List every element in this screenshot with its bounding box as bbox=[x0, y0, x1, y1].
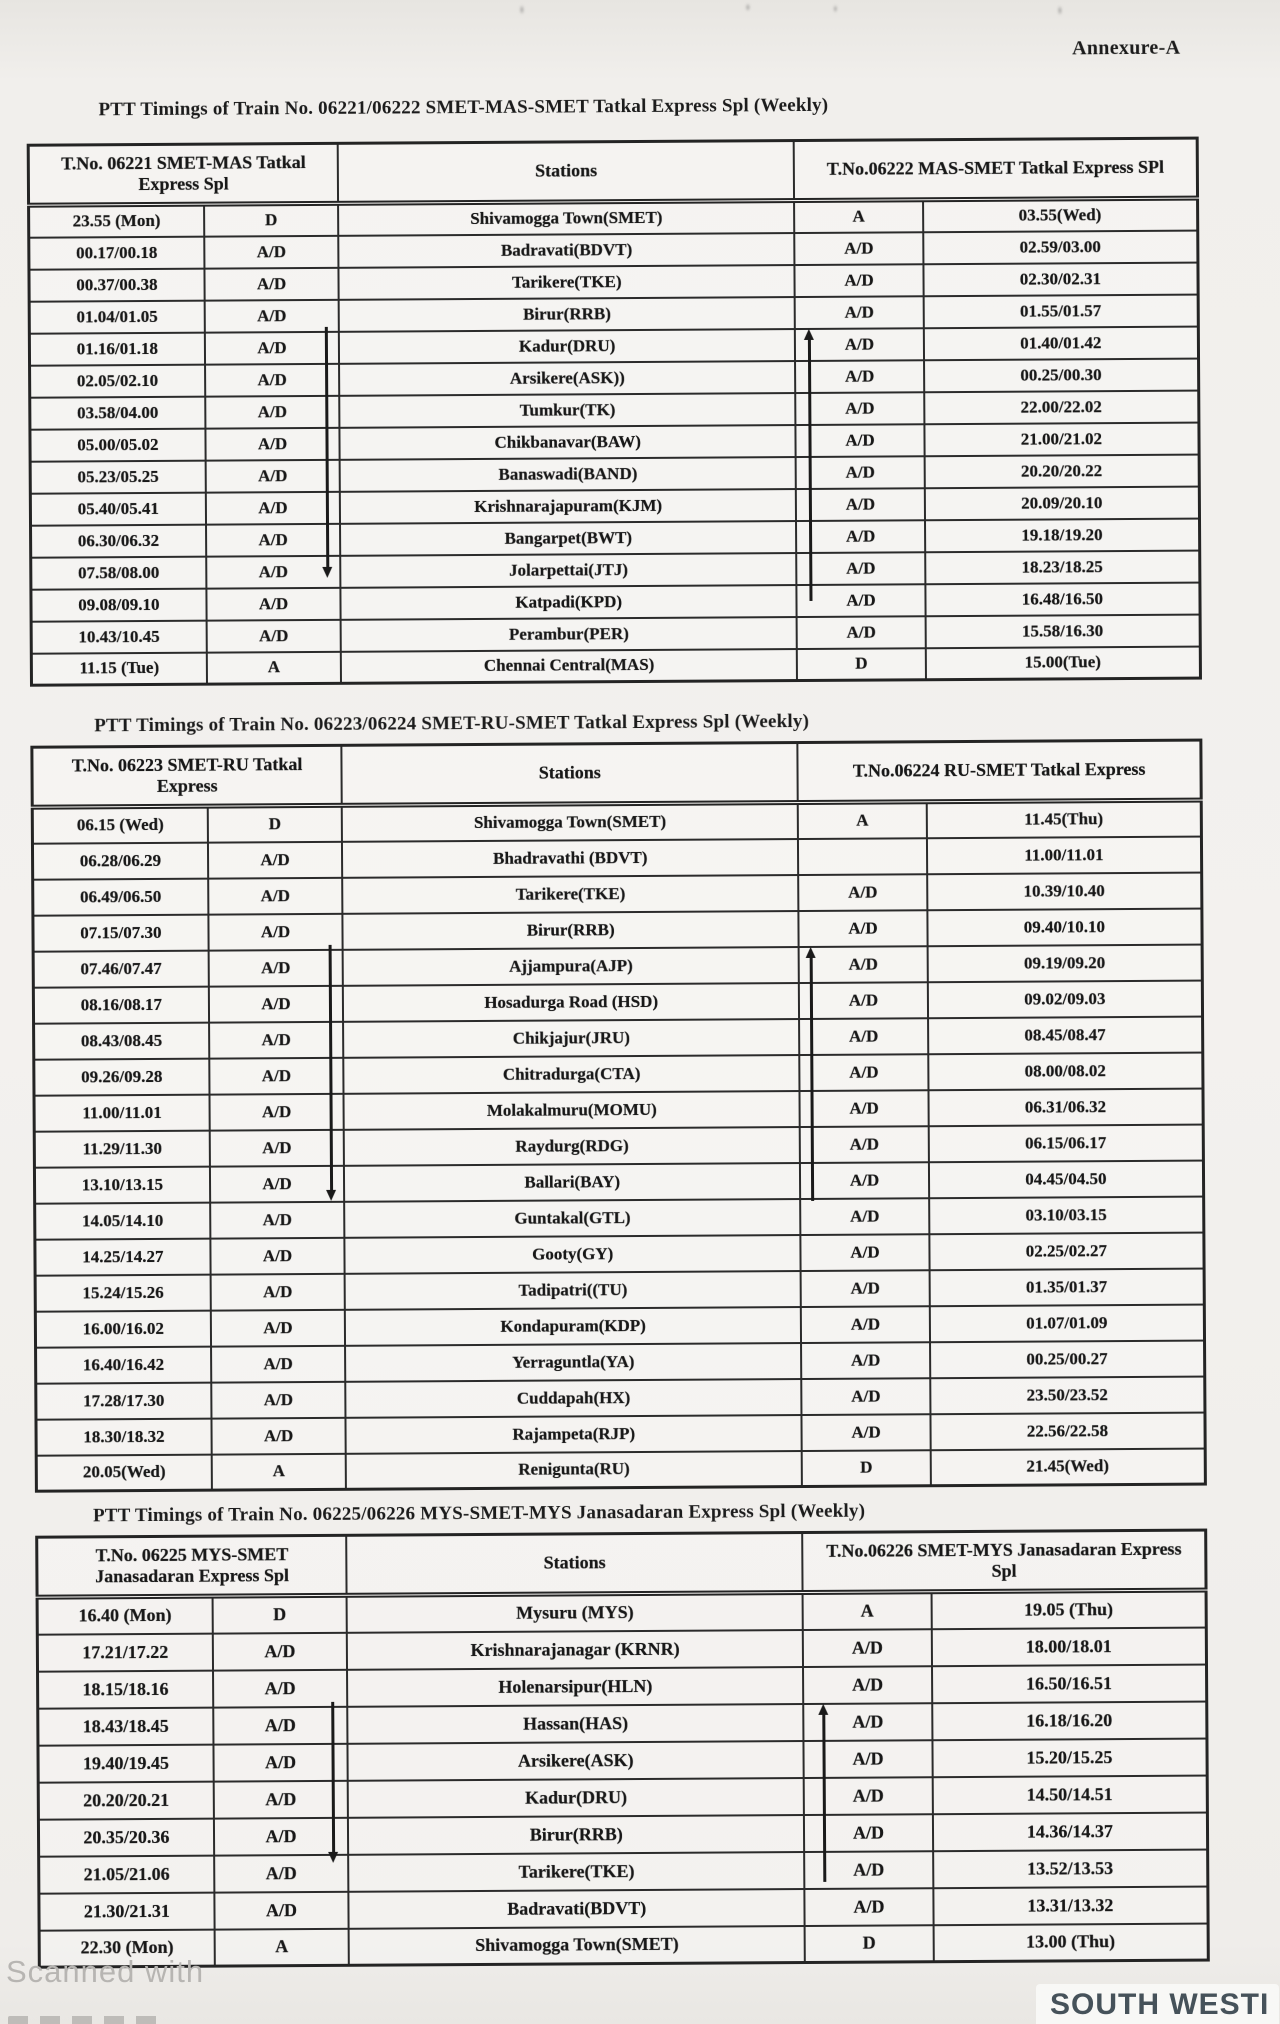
arrival-ad-cell: A bbox=[794, 200, 923, 233]
arrival-ad-cell: A/D bbox=[797, 584, 926, 617]
station-cell: Kondapuram(KDP) bbox=[345, 1307, 801, 1346]
station-cell: Kadur(DRU) bbox=[339, 329, 795, 364]
departure-ad-cell: A/D bbox=[210, 1129, 345, 1166]
departure-ad-cell: A/D bbox=[204, 235, 339, 268]
arrival-ad-cell: A bbox=[798, 802, 927, 839]
departure-ad-cell: A/D bbox=[208, 913, 343, 950]
departure-ad-cell: A/D bbox=[211, 1417, 346, 1454]
arrival-ad-cell: A/D bbox=[804, 1777, 933, 1815]
departure-time-cell: 11.00/11.01 bbox=[34, 1094, 210, 1131]
station-cell: Ajjampura(AJP) bbox=[343, 947, 799, 986]
scan-smudge bbox=[744, 1, 752, 13]
timetable-row bbox=[39, 1923, 1208, 1967]
station-cell: Hosadurga Road (HSD) bbox=[343, 983, 799, 1022]
departure-ad-cell: A/D bbox=[211, 1309, 346, 1346]
arrival-ad-cell: A/D bbox=[799, 1018, 928, 1055]
station-cell: Birur(RRB) bbox=[343, 911, 799, 950]
scan-smudge bbox=[518, 3, 526, 17]
departure-time-cell: 01.16/01.18 bbox=[29, 332, 205, 365]
arrival-ad-cell: A/D bbox=[801, 1378, 930, 1415]
table-1-container bbox=[27, 137, 1202, 687]
right-train-header: T.No.06226 SMET-MYS Janasadaran Express Spl bbox=[802, 1530, 1206, 1592]
departure-ad-cell: A/D bbox=[210, 1165, 345, 1202]
arrival-ad-cell: D bbox=[805, 1925, 934, 1963]
header-row bbox=[28, 138, 1197, 205]
table-3-title: PTT Timings of Train No. 06225/06226 MYS-SMET-MYS Janasadaran Express Spl (Weekly) bbox=[93, 1500, 866, 1527]
station-cell: Krishnarajanagar (KRNR) bbox=[347, 1630, 803, 1670]
arrival-ad-cell: A/D bbox=[795, 328, 924, 361]
stations-header: Stations bbox=[346, 1533, 802, 1596]
departure-time-cell: 17.28/17.30 bbox=[36, 1382, 212, 1419]
scanner-logo-partial bbox=[8, 2016, 158, 2024]
arrival-ad-cell: A/D bbox=[796, 456, 925, 489]
departure-ad-cell: D bbox=[208, 805, 343, 842]
arrival-ad-cell: A/D bbox=[803, 1629, 932, 1667]
annexure-label: Annexure-A bbox=[1072, 36, 1181, 60]
arrival-ad-cell: A/D bbox=[803, 1703, 932, 1741]
departure-time-cell: 06.28/06.29 bbox=[32, 842, 208, 879]
scan-smudge bbox=[832, 3, 839, 15]
departure-time-cell: 00.37/00.38 bbox=[29, 268, 205, 301]
departure-time-cell: 14.05/14.10 bbox=[35, 1202, 211, 1239]
arrival-time-cell: 13.52/13.53 bbox=[933, 1849, 1208, 1888]
arrival-ad-cell: A/D bbox=[796, 424, 925, 457]
arrival-time-cell: 19.05 (Thu) bbox=[931, 1590, 1206, 1629]
departure-ad-cell: A/D bbox=[213, 1632, 348, 1670]
departure-time-cell: 10.43/10.45 bbox=[31, 620, 207, 653]
departure-time-cell: 18.15/18.16 bbox=[38, 1670, 214, 1708]
departure-ad-cell: A/D bbox=[204, 267, 339, 300]
departure-ad-cell: A/D bbox=[208, 949, 343, 986]
arrival-ad-cell: A/D bbox=[805, 1888, 934, 1926]
timetable-06223-06224 bbox=[30, 739, 1207, 1493]
departure-time-cell: 09.26/09.28 bbox=[34, 1058, 210, 1095]
departure-time-cell: 06.30/06.32 bbox=[31, 524, 207, 557]
departure-ad-cell: A/D bbox=[209, 985, 344, 1022]
departure-ad-cell: A/D bbox=[213, 1706, 348, 1744]
departure-ad-cell: A/D bbox=[214, 1817, 349, 1855]
arrival-time-cell: 20.20/20.22 bbox=[924, 454, 1199, 488]
arrival-time-cell: 13.00 (Thu) bbox=[933, 1923, 1208, 1962]
station-cell: Hassan(HAS) bbox=[348, 1704, 804, 1744]
arrival-time-cell: 04.45/04.50 bbox=[929, 1160, 1204, 1198]
station-cell: Mysuru (MYS) bbox=[347, 1593, 803, 1633]
departure-time-cell: 07.46/07.47 bbox=[33, 950, 209, 987]
departure-ad-cell: A/D bbox=[211, 1345, 346, 1382]
arrival-ad-cell: A/D bbox=[804, 1851, 933, 1889]
departure-ad-cell: A/D bbox=[206, 491, 341, 524]
departure-time-cell: 06.49/06.50 bbox=[33, 878, 209, 915]
table-1-title: PTT Timings of Train No. 06221/06222 SMET-MAS-SMET Tatkal Express Spl (Weekly) bbox=[98, 94, 829, 121]
departure-ad-cell: A/D bbox=[208, 841, 343, 878]
arrival-time-cell: 14.36/14.37 bbox=[933, 1812, 1208, 1851]
arrival-time-cell: 00.25/00.27 bbox=[930, 1340, 1205, 1378]
left-train-header: T.No. 06223 SMET-RU Tatkal Express bbox=[32, 745, 342, 807]
station-cell: Ballari(BAY) bbox=[344, 1163, 800, 1202]
station-cell: Tarikere(TKE) bbox=[339, 265, 795, 300]
departure-ad-cell: A/D bbox=[206, 555, 341, 588]
arrival-time-cell: 06.15/06.17 bbox=[928, 1124, 1203, 1162]
departure-ad-cell: A bbox=[207, 651, 342, 684]
stations-header: Stations bbox=[342, 743, 798, 806]
departure-ad-cell: A/D bbox=[214, 1780, 349, 1818]
departure-time-cell: 01.04/01.05 bbox=[29, 300, 205, 333]
arrival-time-cell: 06.31/06.32 bbox=[928, 1088, 1203, 1126]
departure-ad-cell: A/D bbox=[205, 459, 340, 492]
arrival-ad-cell: A/D bbox=[799, 982, 928, 1019]
arrival-time-cell: 13.31/13.32 bbox=[933, 1886, 1208, 1925]
arrival-time-cell: 00.25/00.30 bbox=[924, 358, 1199, 392]
south-western-railway-stamp: SOUTH WESTI bbox=[1036, 1984, 1279, 2024]
arrival-time-cell: 19.18/19.20 bbox=[925, 518, 1200, 552]
departure-time-cell: 07.15/07.30 bbox=[33, 914, 209, 951]
header-row bbox=[37, 1530, 1206, 1597]
departure-ad-cell: D bbox=[204, 203, 339, 236]
station-cell: Guntakal(GTL) bbox=[344, 1199, 800, 1238]
departure-ad-cell: A/D bbox=[213, 1743, 348, 1781]
station-cell: Chitradurga(CTA) bbox=[344, 1055, 800, 1094]
station-cell: Birur(RRB) bbox=[339, 297, 795, 332]
station-cell: Molakalmuru(MOMU) bbox=[344, 1091, 800, 1130]
station-cell: Holenarsipur(HLN) bbox=[347, 1667, 803, 1707]
departure-ad-cell: A/D bbox=[210, 1237, 345, 1274]
station-cell: Perambur(PER) bbox=[341, 617, 797, 652]
arrival-ad-cell: A/D bbox=[801, 1306, 930, 1343]
arrival-time-cell: 09.40/10.10 bbox=[927, 908, 1202, 946]
station-cell: Arsikere(ASK) bbox=[348, 1741, 804, 1781]
arrival-ad-cell: A/D bbox=[800, 1198, 929, 1235]
station-cell: Yerraguntla(YA) bbox=[345, 1343, 801, 1382]
station-cell: Tadipatri((TU) bbox=[345, 1271, 801, 1310]
timetable-row bbox=[36, 1448, 1205, 1491]
station-cell: Rajampeta(RJP) bbox=[346, 1415, 802, 1454]
departure-ad-cell: A/D bbox=[206, 523, 341, 556]
departure-ad-cell: A/D bbox=[205, 363, 340, 396]
station-cell: Chikbanavar(BAW) bbox=[340, 425, 796, 460]
station-cell: Tumkur(TK) bbox=[339, 393, 795, 428]
arrival-ad-cell: A/D bbox=[795, 360, 924, 393]
arrival-time-cell: 11.45(Thu) bbox=[926, 800, 1201, 838]
arrival-ad-cell: A bbox=[803, 1592, 932, 1630]
scanner-watermark: Scanned with bbox=[6, 1954, 205, 1989]
arrival-ad-cell: A/D bbox=[799, 910, 928, 947]
arrival-ad-cell: D bbox=[802, 1450, 931, 1487]
arrival-time-cell: 14.50/14.51 bbox=[932, 1775, 1207, 1814]
station-cell: Banaswadi(BAND) bbox=[340, 457, 796, 492]
departure-ad-cell: A/D bbox=[214, 1854, 349, 1892]
arrival-ad-cell: A/D bbox=[796, 488, 925, 521]
station-cell: Renigunta(RU) bbox=[346, 1451, 802, 1490]
table-2-title: PTT Timings of Train No. 06223/06224 SMET-RU-SMET Tatkal Express Spl (Weekly) bbox=[94, 710, 810, 737]
arrival-time-cell: 03.55(Wed) bbox=[923, 198, 1198, 232]
departure-ad-cell: A/D bbox=[205, 427, 340, 460]
departure-time-cell: 21.05/21.06 bbox=[39, 1855, 215, 1893]
departure-time-cell: 02.05/02.10 bbox=[30, 364, 206, 397]
station-cell: Cuddapah(HX) bbox=[346, 1379, 802, 1418]
arrival-time-cell: 02.25/02.27 bbox=[929, 1232, 1204, 1270]
timetable-06221-06222 bbox=[27, 137, 1202, 687]
arrival-ad-cell: A/D bbox=[794, 232, 923, 265]
arrival-time-cell: 01.55/01.57 bbox=[923, 294, 1198, 328]
departure-time-cell: 13.10/13.15 bbox=[34, 1166, 210, 1203]
arrival-time-cell: 09.02/09.03 bbox=[928, 980, 1203, 1018]
arrival-ad-cell bbox=[798, 838, 927, 875]
table-3-container bbox=[35, 1529, 1210, 1969]
departure-time-cell: 16.00/16.02 bbox=[35, 1310, 211, 1347]
timetable-row bbox=[31, 646, 1200, 685]
scan-smudge bbox=[1056, 3, 1064, 17]
departure-ad-cell: A/D bbox=[209, 1093, 344, 1130]
arrival-time-cell: 02.59/03.00 bbox=[923, 230, 1198, 264]
arrival-time-cell: 16.18/16.20 bbox=[932, 1701, 1207, 1740]
departure-time-cell: 05.23/05.25 bbox=[30, 460, 206, 493]
station-cell: Arsikere(ASK)) bbox=[339, 361, 795, 396]
departure-time-cell: 16.40/16.42 bbox=[36, 1346, 212, 1383]
arrival-time-cell: 01.07/01.09 bbox=[930, 1304, 1205, 1342]
left-train-header: T.No. 06225 MYS-SMET Janasadaran Express Spl bbox=[37, 1535, 347, 1597]
departure-ad-cell: A/D bbox=[205, 395, 340, 428]
station-cell: Chikjajur(JRU) bbox=[343, 1019, 799, 1058]
arrival-time-cell: 18.23/18.25 bbox=[925, 550, 1200, 584]
arrival-time-cell: 11.00/11.01 bbox=[927, 836, 1202, 874]
station-cell: Bhadravathi (BDVT) bbox=[342, 839, 798, 878]
arrival-time-cell: 02.30/02.31 bbox=[923, 262, 1198, 296]
station-cell: Katpadi(KPD) bbox=[341, 585, 797, 620]
departure-ad-cell: A/D bbox=[208, 877, 343, 914]
table-2-container bbox=[30, 739, 1207, 1493]
station-cell: Raydurg(RDG) bbox=[344, 1127, 800, 1166]
arrival-time-cell: 08.00/08.02 bbox=[928, 1052, 1203, 1090]
stations-header: Stations bbox=[338, 141, 794, 204]
arrival-ad-cell: A/D bbox=[800, 1162, 929, 1199]
departure-ad-cell: A/D bbox=[209, 1057, 344, 1094]
departure-time-cell: 21.30/21.31 bbox=[39, 1892, 215, 1930]
departure-time-cell: 11.15 (Tue) bbox=[31, 652, 207, 685]
arrival-ad-cell: A/D bbox=[804, 1740, 933, 1778]
right-train-header: T.No.06224 RU-SMET Tatkal Express bbox=[798, 740, 1202, 802]
arrival-time-cell: 08.45/08.47 bbox=[928, 1016, 1203, 1054]
departure-time-cell: 20.20/20.21 bbox=[38, 1781, 214, 1819]
arrival-ad-cell: A/D bbox=[801, 1270, 930, 1307]
departure-time-cell: 22.30 (Mon) bbox=[39, 1929, 215, 1967]
station-cell: Chennai Central(MAS) bbox=[341, 649, 797, 684]
arrival-ad-cell: A/D bbox=[799, 946, 928, 983]
departure-time-cell: 05.00/05.02 bbox=[30, 428, 206, 461]
departure-time-cell: 05.40/05.41 bbox=[30, 492, 206, 525]
right-train-header: T.No.06222 MAS-SMET Tatkal Express SPl bbox=[794, 138, 1198, 200]
arrival-ad-cell: A/D bbox=[801, 1342, 930, 1379]
arrival-ad-cell: A/D bbox=[797, 616, 926, 649]
arrival-time-cell: 22.56/22.58 bbox=[930, 1412, 1205, 1450]
station-cell: Shivamogga Town(SMET) bbox=[338, 201, 794, 236]
arrival-ad-cell: A/D bbox=[795, 392, 924, 425]
departure-ad-cell: A bbox=[212, 1453, 347, 1490]
departure-ad-cell: D bbox=[212, 1595, 347, 1633]
station-cell: Kadur(DRU) bbox=[348, 1778, 804, 1818]
arrival-time-cell: 01.35/01.37 bbox=[929, 1268, 1204, 1306]
departure-ad-cell: A/D bbox=[205, 331, 340, 364]
arrival-ad-cell: A/D bbox=[799, 1054, 928, 1091]
station-cell: Tarikere(TKE) bbox=[348, 1852, 804, 1892]
departure-time-cell: 06.15 (Wed) bbox=[32, 806, 208, 843]
station-cell: Badravati(BDVT) bbox=[339, 233, 795, 268]
arrival-time-cell: 10.39/10.40 bbox=[927, 872, 1202, 910]
departure-ad-cell: A/D bbox=[206, 619, 341, 652]
arrival-time-cell: 16.48/16.50 bbox=[925, 582, 1200, 616]
left-train-header: T.No. 06221 SMET-MAS Tatkal Express Spl bbox=[28, 143, 338, 205]
departure-time-cell: 15.24/15.26 bbox=[35, 1274, 211, 1311]
departure-time-cell: 08.43/08.45 bbox=[34, 1022, 210, 1059]
arrival-time-cell: 15.58/16.30 bbox=[925, 614, 1200, 648]
arrival-time-cell: 20.09/20.10 bbox=[925, 486, 1200, 520]
arrival-time-cell: 09.19/09.20 bbox=[927, 944, 1202, 982]
header-row bbox=[32, 740, 1201, 807]
station-cell: Gooty(GY) bbox=[345, 1235, 801, 1274]
departure-ad-cell: A/D bbox=[210, 1273, 345, 1310]
departure-time-cell: 11.29/11.30 bbox=[34, 1130, 210, 1167]
arrival-ad-cell: A/D bbox=[800, 1126, 929, 1163]
departure-time-cell: 23.55 (Mon) bbox=[29, 204, 205, 237]
arrival-ad-cell: A/D bbox=[796, 552, 925, 585]
departure-time-cell: 19.40/19.45 bbox=[38, 1744, 214, 1782]
departure-time-cell: 07.58/08.00 bbox=[31, 556, 207, 589]
timetable-06225-06226 bbox=[35, 1529, 1210, 1969]
arrival-time-cell: 18.00/18.01 bbox=[932, 1627, 1207, 1666]
arrival-time-cell: 23.50/23.52 bbox=[930, 1376, 1205, 1414]
arrival-time-cell: 21.45(Wed) bbox=[930, 1448, 1205, 1486]
arrival-time-cell: 03.10/03.15 bbox=[929, 1196, 1204, 1234]
departure-ad-cell: A bbox=[214, 1928, 349, 1966]
departure-time-cell: 18.43/18.45 bbox=[38, 1707, 214, 1745]
arrival-time-cell: 22.00/22.02 bbox=[924, 390, 1199, 424]
arrival-ad-cell: A/D bbox=[803, 1666, 932, 1704]
departure-time-cell: 17.21/17.22 bbox=[37, 1633, 213, 1671]
station-cell: Jolarpettai(JTJ) bbox=[340, 553, 796, 588]
station-cell: Birur(RRB) bbox=[348, 1815, 804, 1855]
station-cell: Badravati(BDVT) bbox=[349, 1889, 805, 1929]
departure-time-cell: 03.58/04.00 bbox=[30, 396, 206, 429]
station-cell: Bangarpet(BWT) bbox=[340, 521, 796, 556]
departure-ad-cell: A/D bbox=[214, 1891, 349, 1929]
arrival-ad-cell: A/D bbox=[796, 520, 925, 553]
station-cell: Krishnarajapuram(KJM) bbox=[340, 489, 796, 524]
arrival-time-cell: 16.50/16.51 bbox=[932, 1664, 1207, 1703]
arrival-ad-cell: A/D bbox=[804, 1814, 933, 1852]
arrival-ad-cell: A/D bbox=[801, 1234, 930, 1271]
departure-ad-cell: A/D bbox=[204, 299, 339, 332]
arrival-time-cell: 21.00/21.02 bbox=[924, 422, 1199, 456]
departure-time-cell: 20.05(Wed) bbox=[36, 1454, 212, 1491]
departure-ad-cell: A/D bbox=[213, 1669, 348, 1707]
departure-time-cell: 14.25/14.27 bbox=[35, 1238, 211, 1275]
arrival-ad-cell: A/D bbox=[800, 1090, 929, 1127]
departure-ad-cell: A/D bbox=[211, 1381, 346, 1418]
departure-time-cell: 16.40 (Mon) bbox=[37, 1596, 213, 1634]
departure-time-cell: 09.08/09.10 bbox=[31, 588, 207, 621]
departure-ad-cell: A/D bbox=[210, 1201, 345, 1238]
arrival-ad-cell: A/D bbox=[795, 264, 924, 297]
departure-time-cell: 00.17/00.18 bbox=[29, 236, 205, 269]
arrival-ad-cell: A/D bbox=[802, 1414, 931, 1451]
departure-ad-cell: A/D bbox=[206, 587, 341, 620]
arrival-ad-cell: A/D bbox=[798, 874, 927, 911]
arrival-time-cell: 01.40/01.42 bbox=[924, 326, 1199, 360]
arrival-time-cell: 15.20/15.25 bbox=[932, 1738, 1207, 1777]
station-cell: Shivamogga Town(SMET) bbox=[349, 1926, 805, 1966]
departure-time-cell: 08.16/08.17 bbox=[33, 986, 209, 1023]
arrival-time-cell: 15.00(Tue) bbox=[926, 646, 1201, 680]
arrival-ad-cell: D bbox=[797, 648, 926, 681]
station-cell: Tarikere(TKE) bbox=[342, 875, 798, 914]
arrival-ad-cell: A/D bbox=[795, 296, 924, 329]
station-cell: Shivamogga Town(SMET) bbox=[342, 803, 798, 842]
departure-time-cell: 18.30/18.32 bbox=[36, 1418, 212, 1455]
departure-time-cell: 20.35/20.36 bbox=[38, 1818, 214, 1856]
departure-ad-cell: A/D bbox=[209, 1021, 344, 1058]
